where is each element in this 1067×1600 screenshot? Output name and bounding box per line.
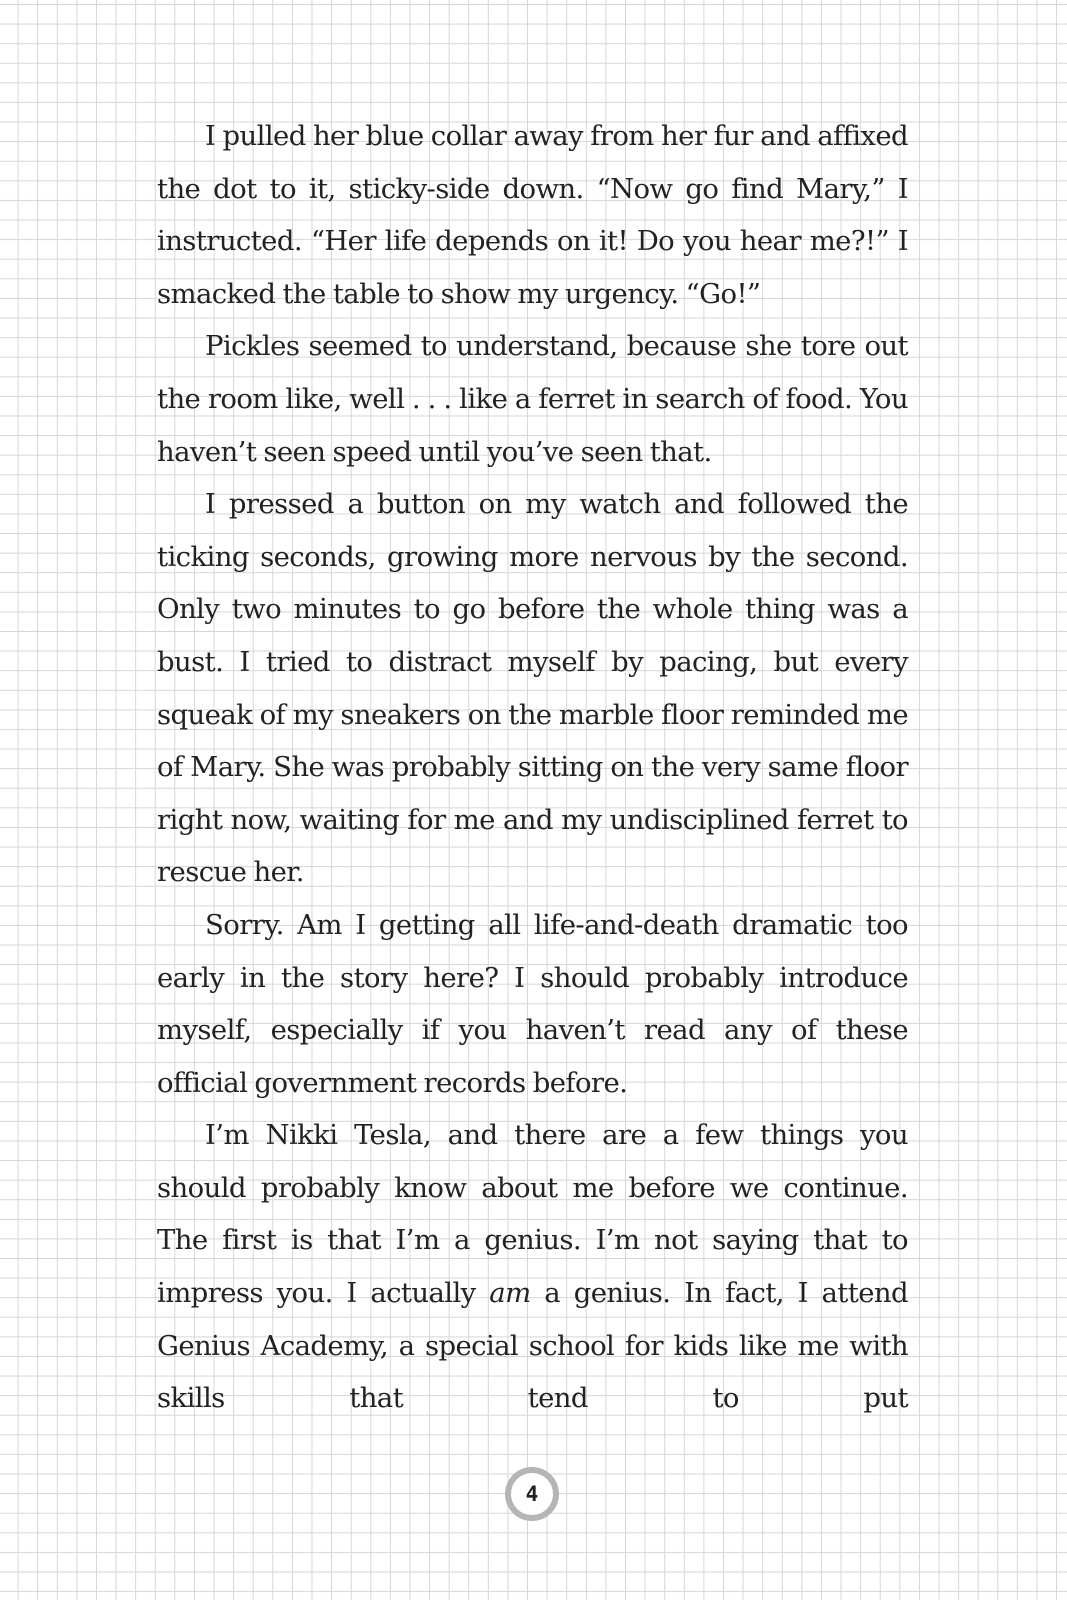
paragraph-4: Sorry. Am I getting all life-and-death dramatic too early in the story here? I should probably introduce myself, especially if you haven’t read any of these official government records before. bbox=[157, 908, 908, 1099]
paragraph-5-text-end: a genius. In fact, I attend Genius Academy, a special school for kids like me with skills that tend to put bbox=[157, 1277, 908, 1415]
page-number: 4 bbox=[525, 1482, 539, 1506]
body-text bbox=[157, 110, 908, 1425]
paragraph-1: I pulled her blue collar away from her fur and affixed the dot to it, sticky-side down. “Now go find Mary,” I instructed. “Her life depends on it! Do you hear me?!” I smacked the table to show my urgency. “Go!” bbox=[157, 120, 908, 310]
paragraph-2: Pickles seemed to understand, because she tore out the room like, well . . . like a ferret in search of food. You haven’t seen speed until you’ve seen that. bbox=[157, 330, 908, 468]
page-number-badge bbox=[505, 1467, 559, 1521]
emphasis-am: am bbox=[489, 1277, 531, 1310]
paragraph-5-text-start: I’m Nikki Tesla, and there are a few things you should probably know about me before we continue. The first is that I’m a genius. I’m not saying that to impress you. I actually bbox=[157, 1119, 908, 1310]
paragraph-3: I pressed a button on my watch and followed the ticking seconds, growing more nervous by the second. Only two minutes to go before the whole thing was a bust. I tried to distract myself by pacing, but every squeak of my sneakers on the marble floor reminded me of Mary. She was probably sitting on the very same floor right now, waiting for me and my undisciplined ferret to rescue her. bbox=[157, 488, 908, 889]
paragraph-5 bbox=[157, 1109, 908, 1425]
